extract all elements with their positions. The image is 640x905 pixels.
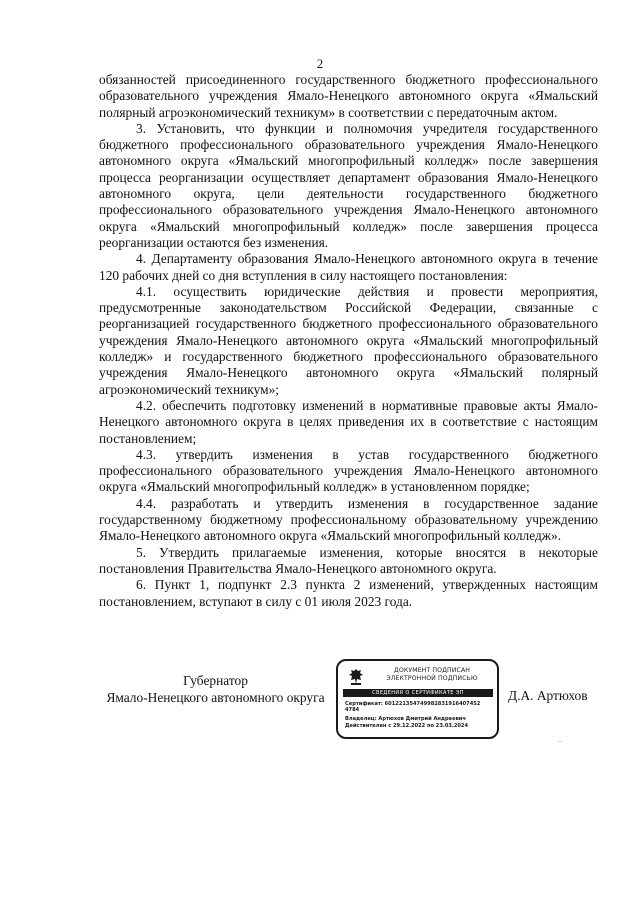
stamp-header-line2: ЭЛЕКТРОННОЙ ПОДПИСЬЮ	[386, 675, 478, 682]
paragraph-4-2: 4.2. обеспечить подготовку изменений в нормативные правовые акты Ямало-Ненецкого автономного округа в целях приведения их в соответствие с настоящим постановлением;	[99, 397, 598, 446]
paragraph-4-4: 4.4. разработать и утвердить изменения в государственное задание государственному бюджетному профессиональному образовательному учреждению Ямало-Ненецкого автономного округа «Ямальский многопрофильный колледж».	[99, 495, 598, 544]
stamp-certificate-number: Сертификат: 601221354749982831916407452	[345, 701, 481, 707]
stamp-header	[368, 667, 496, 683]
signatory-position	[99, 672, 332, 706]
page-number: 2	[316, 56, 324, 71]
paragraph-continuation: обязанностей присоединенного государственного бюджетного профессионального образовательного учреждения Ямало-Ненецкого автономного округа «Ямальский полярный агроэкономический техникум» в соответствии с передаточным актом.	[99, 72, 598, 120]
stamp-validity: Действителен с 29.12.2022 по 23.03.2024	[345, 723, 469, 729]
paragraph-5: 5. Утвердить прилагаемые изменения, которые вносятся в некоторые постановления Правительства Ямало-Ненецкого автономного округа.	[99, 544, 598, 576]
paragraph-4-3: 4.3. утвердить изменения в устав государственного бюджетного профессионального образовательного учреждения Ямало-Ненецкого автономного округа «Ямальский многопрофильный колледж» в установленном порядке;	[99, 446, 598, 495]
electronic-signature-stamp	[336, 659, 499, 739]
paragraph-3: 3. Установить, что функции и полномочия учредителя государственного бюджетного профессионального образовательного учреждения Ямало-Ненецкого автономного округа «Ямальский многопрофильный колледж» после завершения процесса реорганизации осуществляет департамент образования Ямало-Ненецкого автономного округа, цели деятельности государственного бюджетного профессионального образовательного учреждения Ямало-Ненецкого автономного округа «Ямальский многопрофильный колледж» после завершения процесса реорганизации остаются без изменения.	[99, 120, 598, 250]
signatory-title: Губернатор	[183, 673, 248, 688]
stamp-owner: Владелец: Артюхов Дмитрий Андреевич	[345, 716, 466, 722]
signatory-name: Д.А. Артюхов	[508, 688, 588, 703]
signatory-region: Ямало-Ненецкого автономного округа	[106, 690, 325, 705]
stamp-certificate-number-tail: 4784	[345, 707, 360, 713]
stamp-header-line1: ДОКУМЕНТ ПОДПИСАН	[393, 667, 471, 674]
document-body	[99, 72, 598, 610]
paragraph-6: 6. Пункт 1, подпункт 2.3 пункта 2 изменений, утвержденных настоящим постановлением, вступают в силу с 01 июля 2023 года.	[99, 577, 598, 609]
stamp-certificate-bar: СВЕДЕНИЯ О СЕРТИФИКАТЕ ЭП	[343, 689, 493, 697]
coat-of-arms-icon	[348, 668, 364, 686]
scan-artifact	[559, 741, 561, 742]
paragraph-4: 4. Департаменту образования Ямало-Ненецкого автономного округа в течение 120 рабочих дней со дня вступления в силу настоящего постановления:	[99, 251, 598, 283]
paragraph-4-1: 4.1. осуществить юридические действия и провести мероприятия, предусмотренные законодательством Российской Федерации, связанные с реорганизацией государственного бюджетного профессионального образовательного учреждения Ямало-Ненецкого автономного округа «Ямальский многопрофильный колледж» и государственного бюджетного профессионального образовательного учреждения Ямало-Ненецкого автономного округа «Ямальский полярный агроэкономический техникум»;	[99, 283, 598, 397]
